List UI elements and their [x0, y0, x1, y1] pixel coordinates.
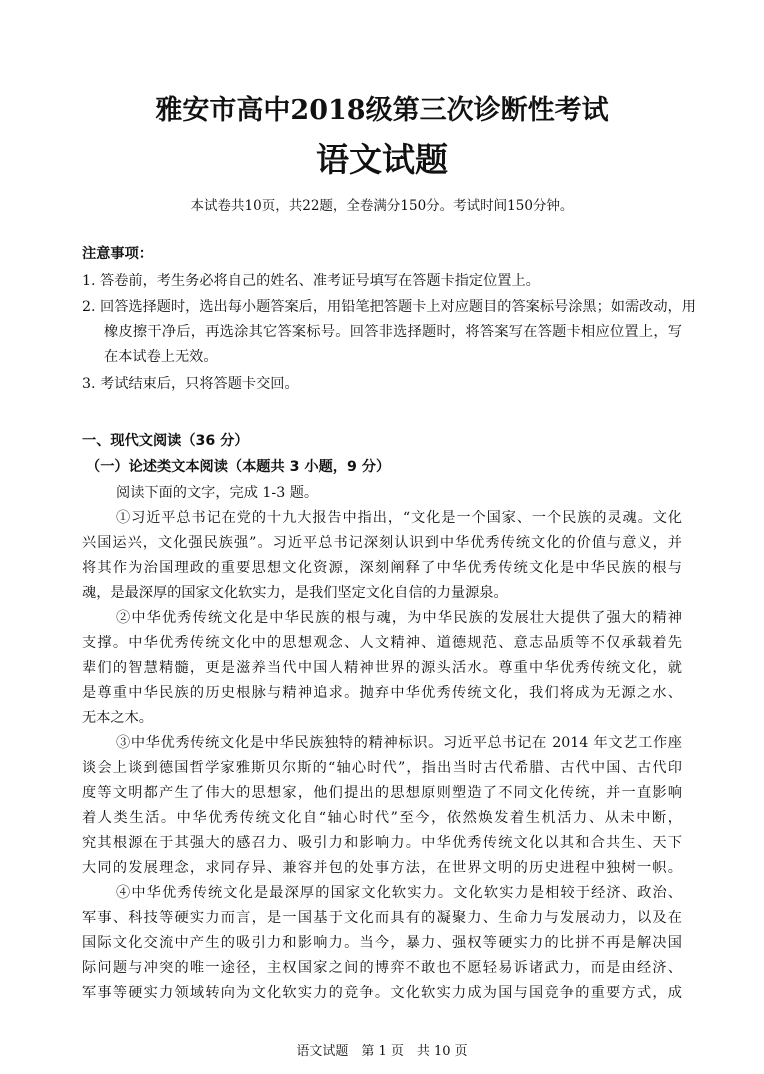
passage-line: 军事等硬实力领域转向为文化软实力的竞争。文化软实力成为国与国竞争的重要方式，成: [82, 985, 682, 1001]
passage-line: 支撑。中华优秀传统文化中的思想观念、人文精神、道德规范、意志品质等不仅承载着先: [82, 635, 682, 651]
notice-line: 1. 答卷前，考生务必将自己的姓名、准考证号填写在答题卡指定位置上。: [82, 273, 540, 289]
passage-line: 辈们的智慧精髓，更是滋养当代中国人精神世界的源头活水。尊重中华优秀传统文化，就: [82, 660, 682, 676]
exam-subject-title: 语文试题: [316, 140, 448, 179]
passage-line: 魂，是最深厚的国家文化软实力，是我们坚定文化自信的力量源泉。: [82, 585, 508, 601]
passage-line: ②中华优秀传统文化是中华民族的根与魂，为中华民族的发展壮大提供了强大的精神: [116, 610, 682, 626]
passage-line: 大同的发展理念，求同存异、兼容并包的处事方法，在世界文明的历史进程中独树一帜。: [82, 860, 682, 876]
section-sub-heading: （一）论述类文本阅读（本题共 3 小题，9 分）: [86, 459, 391, 475]
notice-line: 3. 考试结束后，只将答题卡交回。: [82, 376, 299, 392]
notice-line: 橡皮擦干净后，再选涂其它答案标号。回答非选择题时，将答案写在答题卡相应位置上，写: [104, 324, 682, 340]
exam-title: 雅安市高中2018级第三次诊断性考试: [155, 95, 609, 126]
reading-instruction: 阅读下面的文字，完成 1-3 题。: [116, 485, 319, 501]
passage-line: 无本之木。: [82, 710, 153, 726]
page-footer: 语文试题 第 1 页 共 10 页: [296, 1044, 468, 1059]
section-heading: 一、现代文阅读（36 分）: [82, 433, 249, 449]
passage-line: 究其根源在于其强大的感召力、吸引力和影响力。中华优秀传统文化以其和合共生、天下: [82, 835, 682, 851]
passage-line: 将其作为治国理政的重要思想文化资源，深刻阐释了中华优秀传统文化是中华民族的根与: [82, 560, 682, 576]
passage-line: ③中华优秀传统文化是中华民族独特的精神标识。习近平总书记在 2014 年文艺工作座: [116, 735, 682, 751]
passage-line: 军事、科技等硬实力而言，是一国基于文化而具有的凝聚力、生命力与发展动力，以及在: [82, 910, 682, 926]
passage-line: ①习近平总书记在党的十九大报告中指出，“文化是一个国家、一个民族的灵魂。文化: [116, 510, 682, 526]
passage-line: ④中华优秀传统文化是最深厚的国家文化软实力。文化软实力是相较于经济、政治、: [116, 885, 682, 901]
passage-line: 兴国运兴，文化强民族强”。习近平总书记深刻认识到中华优秀传统文化的价值与意义，并: [82, 535, 682, 551]
passage-line: 着人类生活。中华优秀传统文化自“轴心时代”至今，依然焕发着生机活力、从未中断，: [82, 810, 682, 826]
notice-heading: 注意事项：: [82, 246, 153, 262]
notice-line: 2. 回答选择题时，选出每小题答案后，用铅笔把答题卡上对应题目的答案标号涂黑；如需改动，用: [82, 299, 696, 315]
passage-line: 是尊重中华民族的历史根脉与精神追求。抛弃中华优秀传统文化，我们将成为无源之水、: [82, 685, 682, 701]
exam-intro: 本试卷共10页，共22题，全卷满分150分。考试时间150分钟。: [190, 198, 574, 214]
passage-line: 度等文明都产生了伟大的思想家，他们提出的思想原则塑造了不同文化传统，并一直影响: [82, 785, 682, 801]
passage-line: 国际文化交流中产生的吸引力和影响力。当今，暴力、强权等硬实力的比拼不再是解决国: [82, 935, 682, 951]
notice-line: 在本试卷上无效。: [104, 349, 218, 365]
passage-line: 谈会上谈到德国哲学家雅斯贝尔斯的“轴心时代”，指出当时古代希腊、古代中国、古代印: [82, 760, 682, 776]
passage-line: 际问题与冲突的唯一途径，主权国家之间的博弈不敢也不愿轻易诉诸武力，而是由经济、: [82, 960, 682, 976]
